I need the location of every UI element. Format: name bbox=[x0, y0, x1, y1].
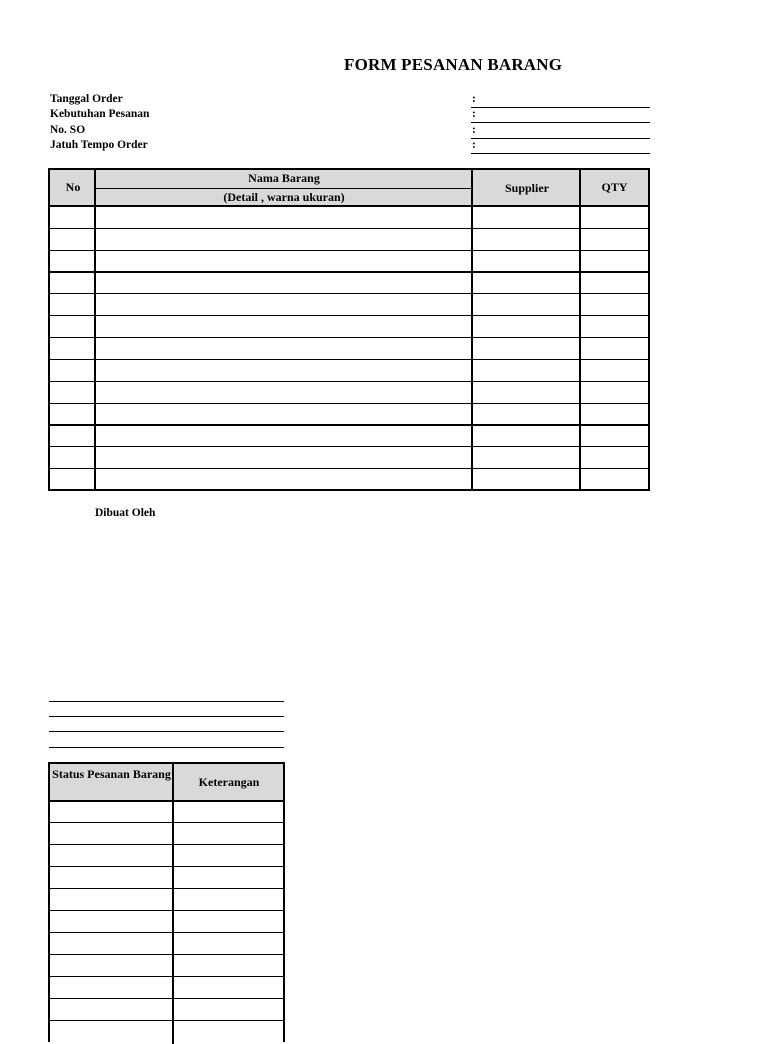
table-row[interactable] bbox=[50, 910, 283, 911]
table-row[interactable] bbox=[50, 866, 283, 867]
table-row[interactable] bbox=[50, 337, 648, 338]
field-label-tanggal-order: Tanggal Order bbox=[50, 93, 123, 105]
table-row[interactable] bbox=[50, 932, 283, 933]
column-divider bbox=[94, 170, 96, 489]
field-colon: : bbox=[472, 124, 476, 136]
field-input-jatuh-tempo-order[interactable] bbox=[471, 153, 650, 154]
signature-line[interactable] bbox=[49, 701, 284, 702]
header-nama-barang: Nama Barang bbox=[248, 171, 320, 185]
field-label-jatuh-tempo-order: Jatuh Tempo Order bbox=[50, 139, 148, 151]
table-row[interactable] bbox=[50, 468, 648, 469]
field-input-tanggal-order[interactable] bbox=[471, 107, 650, 108]
signature-line[interactable] bbox=[49, 716, 284, 717]
field-colon: : bbox=[472, 139, 476, 151]
column-divider bbox=[579, 170, 581, 489]
page-title: FORM PESANAN BARANG bbox=[344, 55, 563, 74]
field-colon: : bbox=[472, 108, 476, 120]
column-divider bbox=[172, 764, 174, 1044]
field-input-kebutuhan-pesanan[interactable] bbox=[471, 122, 650, 123]
table-row[interactable] bbox=[50, 359, 648, 360]
header-divider bbox=[96, 188, 472, 189]
field-label-no-so: No. SO bbox=[50, 124, 86, 136]
table-row[interactable] bbox=[50, 1020, 283, 1021]
status-table-header bbox=[50, 764, 283, 802]
field-colon: : bbox=[472, 93, 476, 105]
signature-line[interactable] bbox=[49, 731, 284, 732]
table-row[interactable] bbox=[50, 293, 648, 294]
table-row[interactable] bbox=[50, 888, 283, 889]
table-header bbox=[50, 170, 648, 207]
table-row[interactable] bbox=[50, 403, 648, 404]
column-divider bbox=[471, 170, 473, 489]
header-qty: QTY bbox=[601, 180, 628, 194]
header-no: No bbox=[65, 180, 81, 194]
header-supplier: Supplier bbox=[504, 181, 549, 195]
table-row[interactable] bbox=[50, 998, 283, 999]
table-row[interactable] bbox=[50, 315, 648, 316]
table-row[interactable] bbox=[50, 822, 283, 823]
field-label-kebutuhan-pesanan: Kebutuhan Pesanan bbox=[50, 108, 150, 120]
signature-label: Dibuat Oleh bbox=[95, 507, 156, 519]
table-row[interactable] bbox=[50, 976, 283, 977]
table-row[interactable] bbox=[50, 844, 283, 845]
table-row[interactable] bbox=[50, 271, 648, 273]
field-input-no-so[interactable] bbox=[471, 138, 650, 139]
table-row[interactable] bbox=[50, 446, 648, 447]
table-row[interactable] bbox=[50, 228, 648, 229]
signature-line[interactable] bbox=[49, 747, 284, 748]
status-table bbox=[48, 762, 285, 1042]
header-keterangan: Keterangan bbox=[198, 775, 260, 789]
table-row[interactable] bbox=[50, 250, 648, 251]
order-items-table bbox=[48, 168, 650, 491]
header-nama-barang-detail: (Detail , warna ukuran) bbox=[223, 190, 345, 204]
header-status-pesanan: Status Pesanan Barang bbox=[52, 767, 171, 781]
table-row[interactable] bbox=[50, 424, 648, 426]
table-row[interactable] bbox=[50, 954, 283, 955]
table-row[interactable] bbox=[50, 381, 648, 382]
